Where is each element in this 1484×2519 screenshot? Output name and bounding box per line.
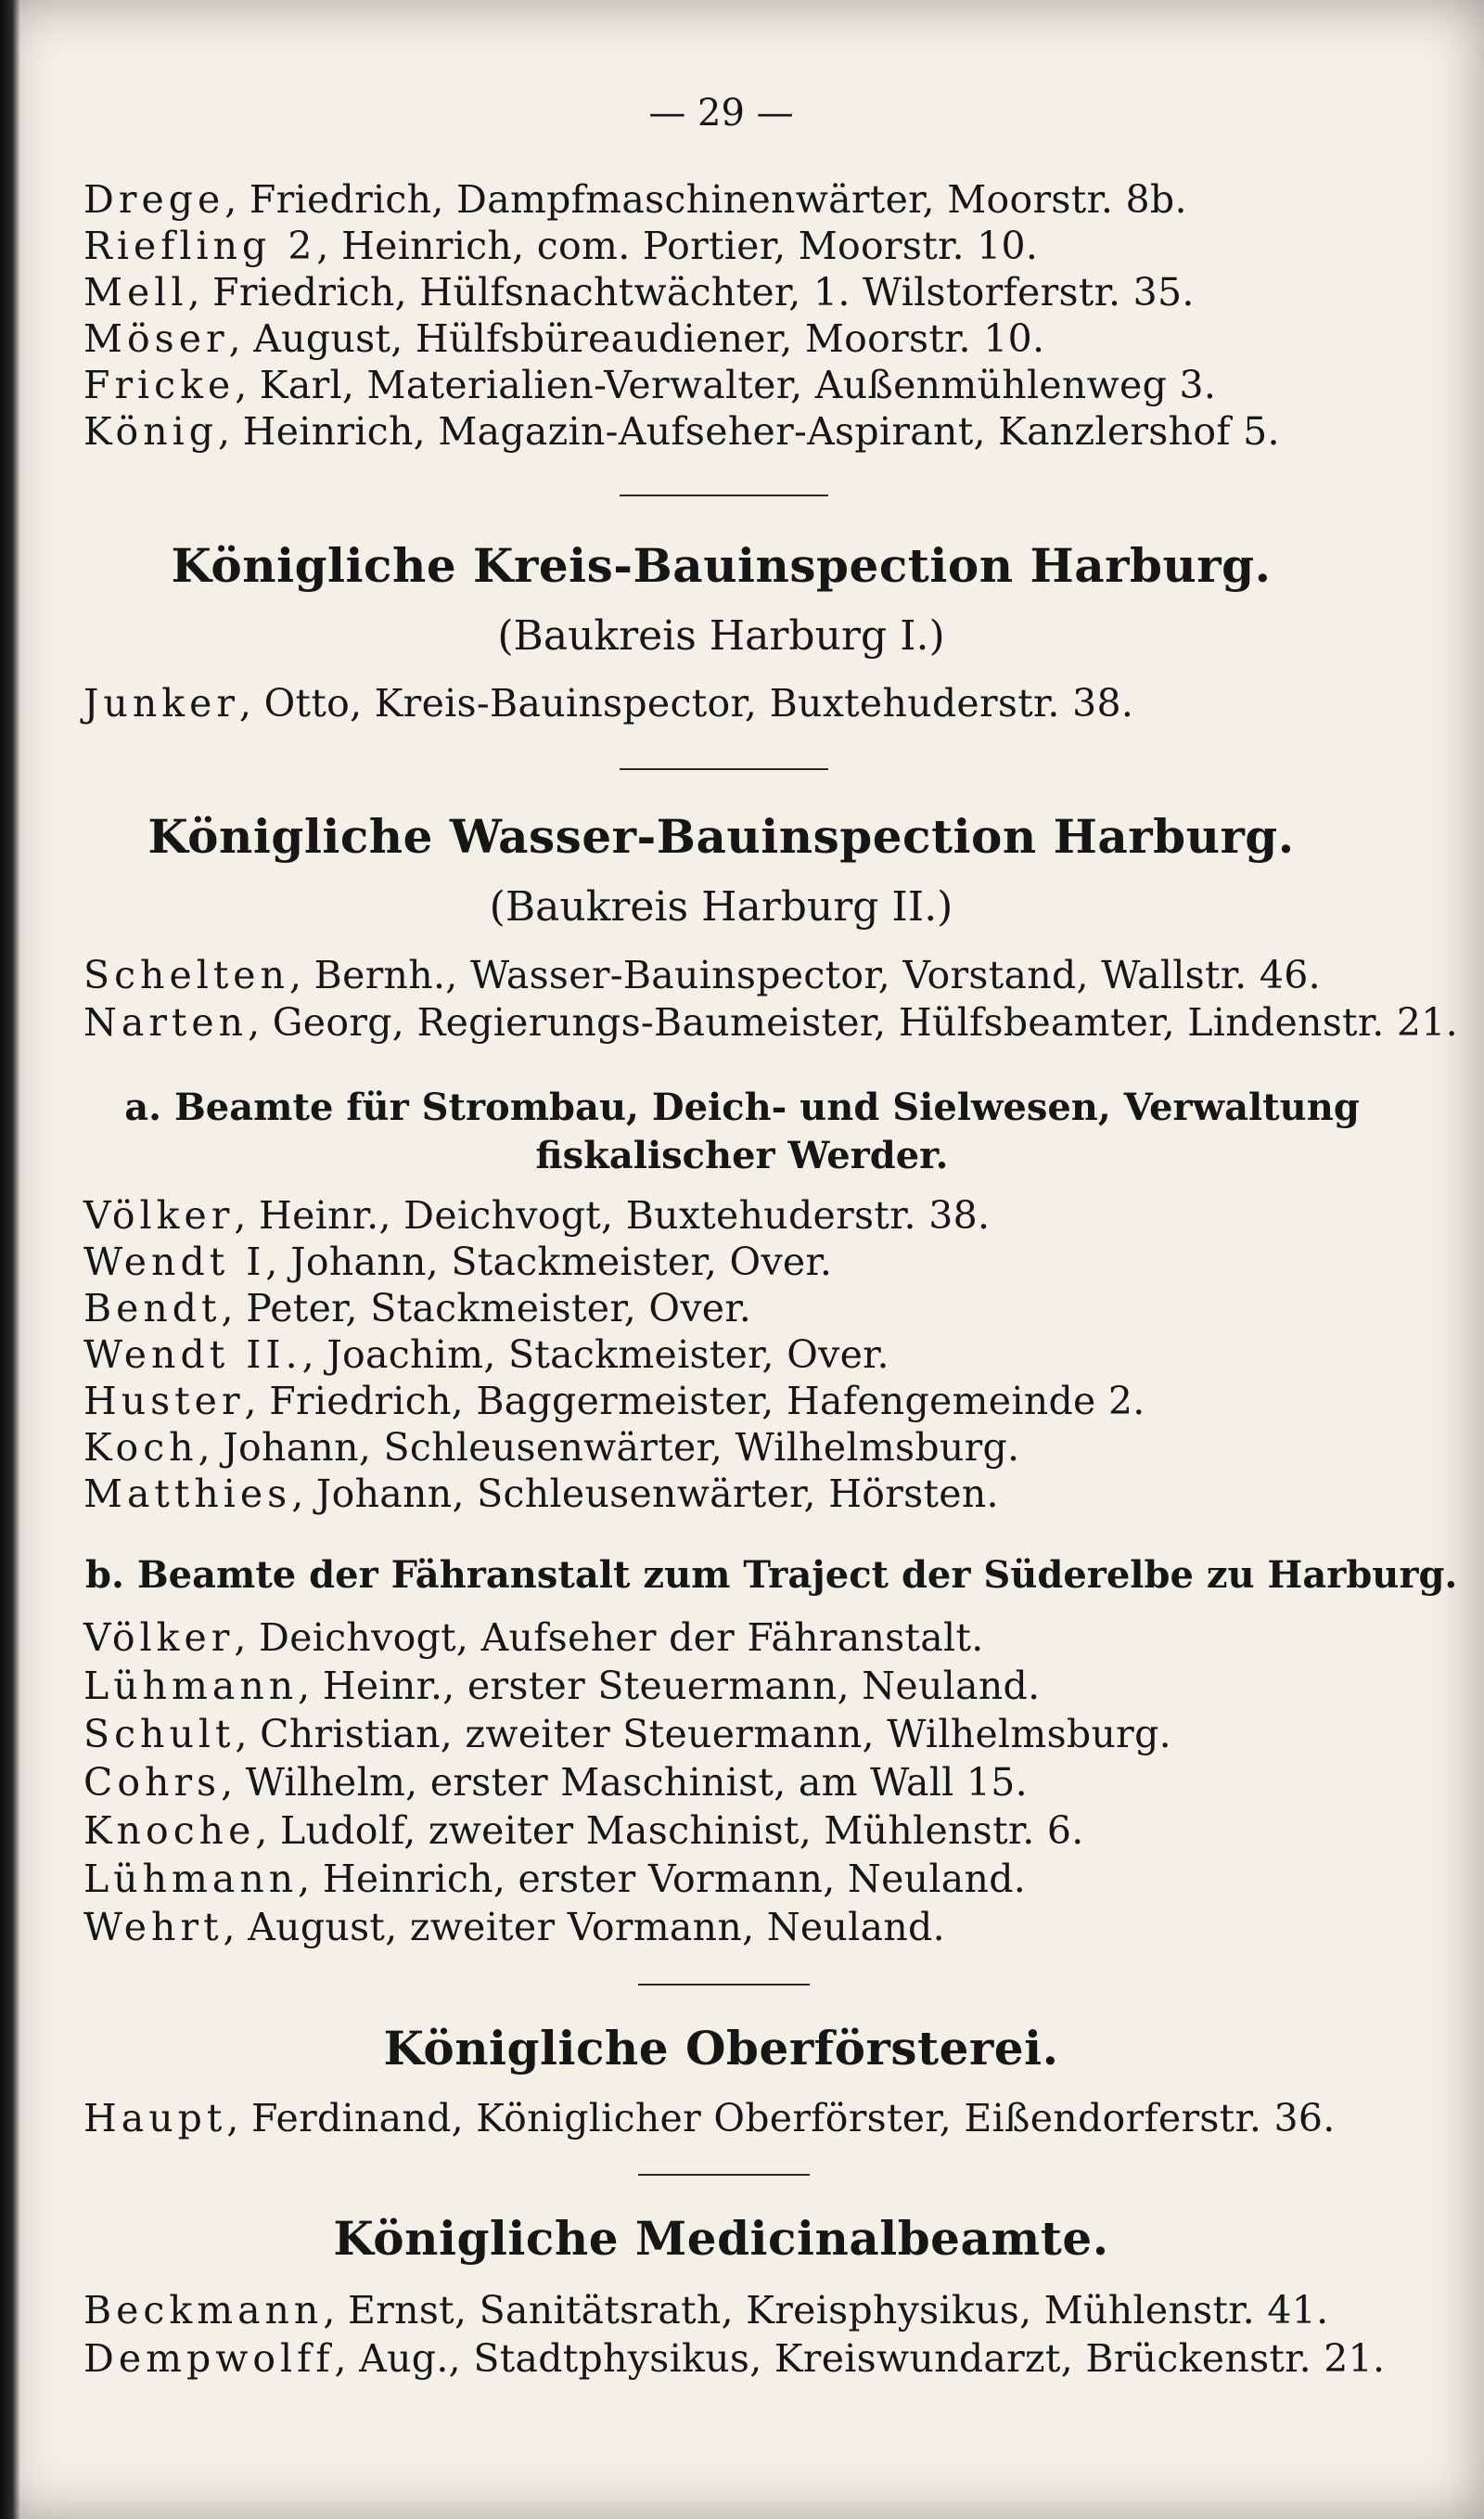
entry-line [83, 1378, 1145, 1424]
entry-details: , Heinr., Deichvogt, Buxtehuderstr. 38. [234, 1193, 991, 1238]
entry-details: , Johann, Stackmeister, Over. [265, 1240, 833, 1284]
entry-line [83, 1424, 1019, 1471]
entry-line [83, 362, 1216, 408]
section-subheading-baukreis-2: (Baukreis Harburg II.) [489, 883, 953, 931]
entry-line [83, 1331, 889, 1378]
entry-line [83, 1663, 1040, 1709]
entry-details: , Peter, Stackmeister, Over. [221, 1286, 752, 1330]
entry-line [83, 1192, 990, 1239]
entry-name: Wendt II. [83, 1332, 302, 1377]
entry-name: Junker [83, 681, 239, 726]
section-divider [638, 1984, 810, 1986]
section-subheading-baukreis-1: (Baukreis Harburg I.) [497, 612, 945, 660]
section-heading-kreis-bauinspection: Königliche Kreis-Bauinspection Harburg. [171, 538, 1272, 593]
entry-line [83, 1807, 1084, 1854]
entry-details: , Christian, zweiter Steuermann, Wilhelmsburg. [235, 1712, 1171, 1756]
entry-line [83, 2287, 1328, 2333]
entry-line [83, 408, 1280, 455]
entry-name: Matthies [83, 1472, 292, 1516]
entry-line [83, 1285, 751, 1331]
entry-line [83, 1856, 1026, 1902]
section-heading-medicinalbeamte: Königliche Medicinalbeamte. [333, 2211, 1109, 2266]
entry-details: , Deichvogt, Aufseher der Fähranstalt. [234, 1615, 984, 1660]
entry-name: Haupt [83, 2096, 227, 2140]
entry-name: Lühmann [83, 1664, 299, 1708]
entry-name: Riefling 2 [83, 224, 317, 268]
entry-details: , Heinrich, com. Portier, Moorstr. 10. [316, 224, 1039, 268]
entry-line [83, 1471, 999, 1517]
entry-line [83, 1239, 832, 1285]
entry-line [83, 315, 1044, 362]
entry-name: Mell [83, 270, 188, 315]
entry-name: Wehrt [83, 1905, 224, 1949]
entry-details: , Friedrich, Dampfmaschinenwärter, Moorstr. 8b. [224, 177, 1187, 222]
entry-details: , Wilhelm, erster Maschinist, am Wall 15. [221, 1760, 1029, 1805]
entry-name: Drege [83, 177, 225, 222]
entry-details: , Heinrich, Magazin-Aufseher-Aspirant, Kanzlershof 5. [217, 409, 1280, 454]
section-divider [620, 768, 828, 770]
entry-name: Völker [83, 1615, 235, 1660]
entry-details: , August, Hülfsbüreaudiener, Moorstr. 10. [228, 316, 1045, 361]
entry-details: , August, zweiter Vormann, Neuland. [223, 1905, 945, 1949]
entry-name: Lühmann [83, 1857, 299, 1901]
entry-name: Dempwolff [83, 2336, 335, 2381]
entry-details: , Friedrich, Hülfsnachtwächter, 1. Wilstorferstr. 35. [187, 270, 1195, 315]
entry-name: Schelten [83, 953, 289, 997]
entry-line [83, 269, 1195, 315]
entry-line [83, 1759, 1028, 1806]
entry-line [83, 1904, 945, 1950]
entry-name: Möser [83, 316, 229, 361]
entry-name: Beckmann [83, 2288, 324, 2333]
entry-details: , Otto, Kreis-Bauinspector, Buxtehuderstr. 38. [238, 681, 1134, 726]
section-heading-wasser-bauinspection: Königliche Wasser-Bauinspection Harburg. [147, 809, 1295, 864]
entry-line [83, 223, 1038, 269]
section-divider [620, 495, 828, 496]
entry-details: , Heinr., erster Steuermann, Neuland. [298, 1664, 1041, 1708]
entry-name: Narten [83, 1000, 249, 1045]
entry-details: , Ludolf, zweiter Maschinist, Mühlenstr. 6. [255, 1808, 1084, 1853]
entry-details: , Karl, Materialien-Verwalter, Außenmühlenweg 3. [235, 363, 1217, 407]
section-divider [638, 2174, 810, 2176]
section-heading-oberfoersterei: Königliche Oberförsterei. [383, 2021, 1059, 2076]
entry-details: , Friedrich, Baggermeister, Hafengemeinde 2. [244, 1379, 1145, 1423]
entry-details: , Aug., Stadtphysikus, Kreiswundarzt, Brückenstr. 21. [334, 2336, 1386, 2381]
entry-line [83, 2335, 1385, 2382]
entry-line [83, 999, 1458, 1046]
entry-name: Schult [83, 1712, 236, 1756]
entry-name: Bendt [83, 1286, 222, 1330]
entry-name: Knoche [83, 1808, 256, 1853]
entry-details: , Joachim, Stackmeister, Over. [301, 1332, 889, 1377]
entry-details: , Ferdinand, Königlicher Oberförster, Eißendorferstr. 36. [226, 2096, 1336, 2140]
entry-details: , Bernh., Wasser-Bauinspector, Vorstand, Wallstr. 46. [288, 953, 1321, 997]
entry-line [83, 176, 1187, 223]
entry-details: , Georg, Regierungs-Baumeister, Hülfsbeamter, Lindenstr. 21. [248, 1000, 1458, 1045]
entry-name: Cohrs [83, 1760, 222, 1805]
entry-name: Huster [83, 1379, 245, 1423]
entry-name: König [83, 409, 218, 454]
entry-details: , Johann, Schleusenwärter, Hörsten. [291, 1472, 999, 1516]
entry-details: , Johann, Schleusenwärter, Wilhelmsburg. [198, 1425, 1020, 1470]
entry-line [83, 680, 1133, 726]
page-number: — 29 — [648, 92, 794, 135]
entry-line [83, 1711, 1171, 1757]
entry-name: Völker [83, 1193, 235, 1238]
entry-line [83, 2095, 1336, 2141]
subsection-heading-a-line2: fiskalischer Werder. [535, 1134, 949, 1177]
entry-name: Koch [83, 1425, 198, 1470]
entry-details: , Heinrich, erster Vormann, Neuland. [298, 1857, 1027, 1901]
entry-details: , Ernst, Sanitätsrath, Kreisphysikus, Mühlenstr. 41. [323, 2288, 1329, 2333]
entry-line [83, 1614, 984, 1661]
entry-name: Fricke [83, 363, 236, 407]
entry-line [83, 952, 1321, 998]
subsection-heading-a-line1: a. Beamte für Strombau, Deich- und Sielwesen, Verwaltung [124, 1086, 1360, 1129]
entry-name: Wendt I [83, 1240, 266, 1284]
subsection-heading-b: b. Beamte der Fähranstalt zum Traject der Süderelbe zu Harburg. [85, 1553, 1458, 1597]
